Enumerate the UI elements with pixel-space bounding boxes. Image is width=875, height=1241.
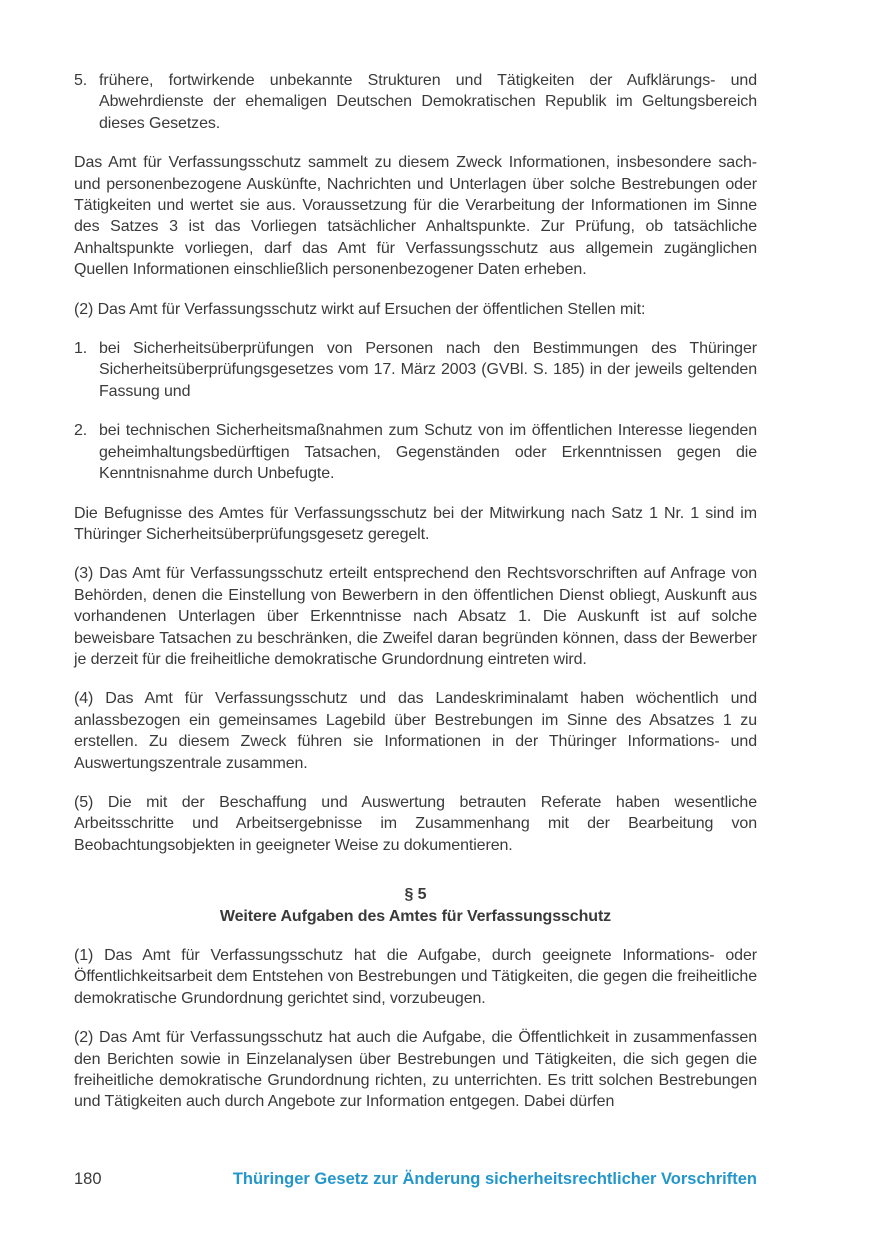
paragraph-s5-abs2: (2) Das Amt für Verfassungsschutz hat auch die Aufgabe, die Öffentlichkeit in zusammenfassen den Berichten sowie in Einzelanalysen über Bestrebungen und Tätigkeiten, die sich gegen die freiheitliche demokratische Grundordnung richten, zu unterrichten. Es tritt solchen Bestrebungen und Tätigkeiten auch durch Angebote zur Information entgegen. Dabei dürfen (74, 1029, 757, 1111)
list-item-number: 1. (74, 340, 88, 358)
page-content (74, 70, 757, 1131)
list-item-text: frühere, fortwirkende unbekannte Strukturen und Tätigkeiten der Aufklärungs- und Abwehrdienste der ehemaligen Deutschen Demokratischen Republik im Geltungsbereich dieses Gesetzes. (99, 72, 757, 132)
list-item-5 (74, 70, 757, 134)
list-item-2 (74, 420, 757, 484)
paragraph-s5-abs1: (1) Das Amt für Verfassungsschutz hat die Aufgabe, durch geeignete Informations- oder Öffentlichkeitsarbeit dem Entstehen von Bestrebungen und Tätigkeiten, die gegen die freiheitliche demokratische Grundordnung gerichtet sind, vorzubeugen. (74, 947, 757, 1007)
list-item-number: 2. (74, 422, 88, 440)
list-item-number: 5. (74, 72, 88, 89)
page-footer (74, 1170, 757, 1189)
paragraph-abs3: (3) Das Amt für Verfassungsschutz erteilt entsprechend den Rechtsvorschriften auf Anfrage von Behörden, denen die Einstellung von Bewerbern in den öffentlichen Dienst obliegt, Auskunft aus vorhandenen Unterlagen über Erkenntnisse nach Absatz 1. Die Auskunft ist auf solche beweisbare Tatsachen zu beschränken, die Zweifel daran begründen können, dass der Bewerber je derzeit für die freiheitliche demokratische Grundordnung eintreten wird. (74, 565, 757, 668)
running-title: Thüringer Gesetz zur Änderung sicherheitsrechtlicher Vorschriften (232, 1170, 757, 1188)
list-item-text: bei technischen Sicherheitsmaßnahmen zum Schutz von im öffentlichen Interesse liegenden geheimhaltungsbedürftigen Tatsachen, Gegenständen oder Erkenntnissen gegen die Kenntnisnahme durch Unbefugte. (99, 422, 757, 483)
list-item-1 (74, 338, 757, 402)
paragraph-collect: Das Amt für Verfassungsschutz sammelt zu diesem Zweck Informationen, insbesondere sach- und personenbezogene Auskünfte, Nachrichten und Unterlagen über solche Bestrebungen oder Tätigkeiten und wertet sie aus. Voraussetzung für die Verarbeitung der Informationen im Sinne des Satzes 3 ist das Vorliegen tatsächlicher Anhaltspunkte. Zur Prüfung, ob tatsächliche Anhaltspunkte vorliegen, darf das Amt für Verfassungsschutz aus allgemein zugänglichen Quellen Informationen einschließlich personenbezogener Daten erheben. (74, 154, 757, 279)
paragraph-abs5: (5) Die mit der Beschaffung und Auswertung betrauten Referate haben wesentliche Arbeitsschritte und Arbeitsergebnisse im Zusammenhang mit der Bearbeitung von Beobachtungsobjekten in geeigneter Weise zu dokumentieren. (74, 793, 757, 854)
paragraph-befugnisse: Die Befugnisse des Amtes für Verfassungsschutz bei der Mitwirkung nach Satz 1 Nr. 1 sind im Thüringer Sicherheitsüberprüfungsgesetz geregelt. (74, 504, 757, 543)
section-title: Weitere Aufgaben des Amtes für Verfassungsschutz (219, 907, 612, 925)
list-item-text: bei Sicherheitsüberprüfungen von Personen nach den Bestimmungen des Thüringer Sicherheitsüberprüfungsgesetzes vom 17. März 2003 (GVBl. S. 185) in der jeweils geltenden Fassung und (99, 340, 757, 400)
paragraph-abs2-intro: (2) Das Amt für Verfassungsschutz wirkt auf Ersuchen der öffentlichen Stellen mit: (74, 300, 646, 318)
page-number: 180 (74, 1170, 102, 1188)
paragraph-abs4: (4) Das Amt für Verfassungsschutz und das Landeskriminalamt haben wöchentlich und anlassbezogen ein gemeinsames Lagebild über Bestrebungen im Sinne des Absatzes 1 zu erstellen. Zu diesem Zweck führen sie Informationen in der Thüringer Informations- und Auswertungszentrale zusammen. (74, 690, 757, 772)
section-number: § 5 (404, 886, 427, 904)
section-heading (74, 884, 757, 927)
